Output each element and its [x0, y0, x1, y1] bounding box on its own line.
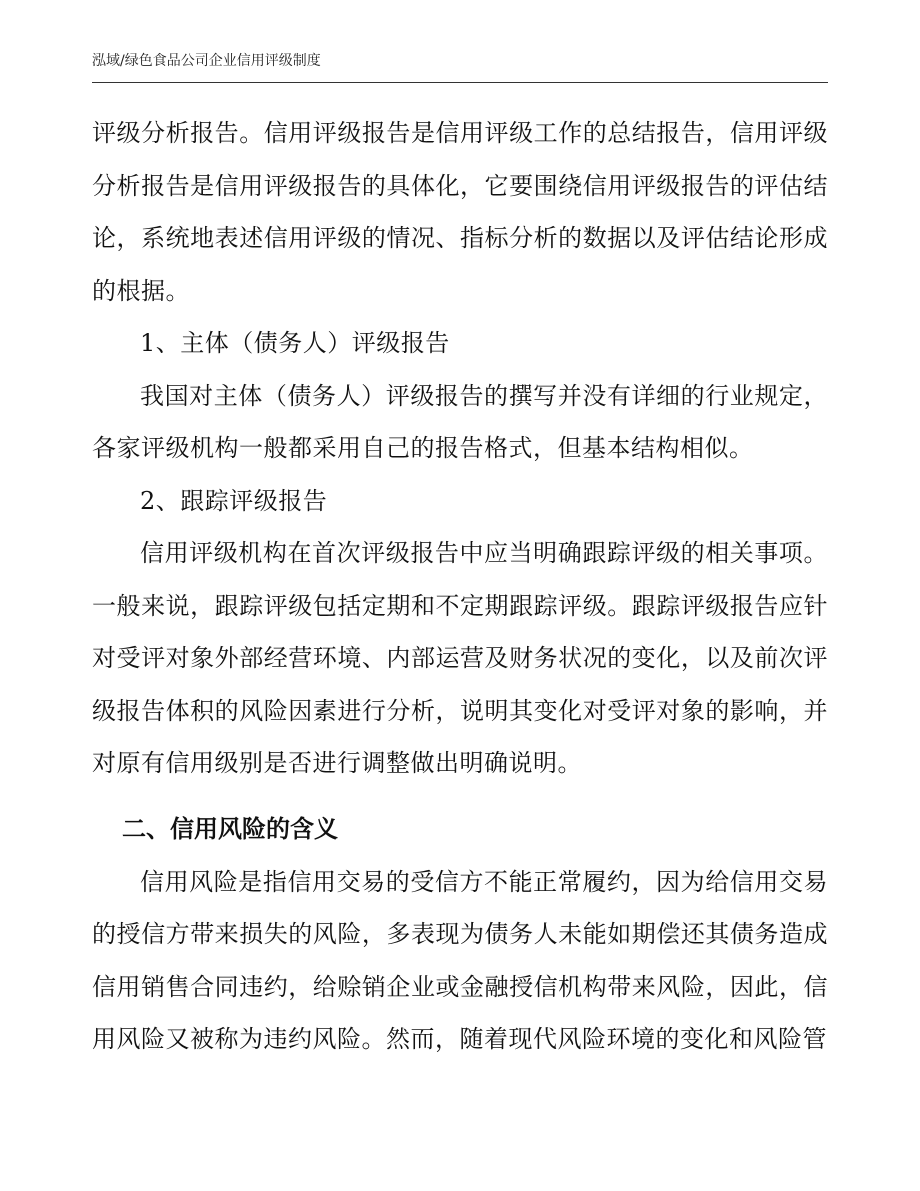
- page-header: 泓域/绿色食品公司企业信用评级制度: [92, 53, 321, 69]
- document-body: [92, 107, 828, 1066]
- paragraph-subject-rating-report: 我国对主体（债务人）评级报告的撰写并没有详细的行业规定，各家评级机构一般都采用自己的报告格式，但基本结构相似。: [92, 381, 828, 462]
- subheading-subject-rating-report: 1、主体（债务人）评级报告: [140, 329, 450, 357]
- paragraph-rating-analysis-report: 评级分析报告。信用评级报告是信用评级工作的总结报告，信用评级分析报告是信用评级报告的具体化，它要围绕信用评级报告的评估结论，系统地表述信用评级的情况、指标分析的数据以及评估结论形成的根据。: [92, 119, 828, 305]
- subheading-tracking-rating-report: 2、跟踪评级报告: [140, 486, 328, 515]
- header-divider: [92, 82, 828, 83]
- paragraph-credit-risk-definition: 信用风险是指信用交易的受信方不能正常履约，因为给信用交易的授信方带来损失的风险，多表现为债务人未能如期偿还其债务造成信用销售合同违约，给赊销企业或金融授信机构带来风险，因此，信用风险又被称为违约风险。然而，随着现代风险环境的变化和风险管: [92, 867, 828, 1053]
- section-title-credit-risk: 二、信用风险的含义: [122, 814, 338, 843]
- paragraph-tracking-rating-report: 信用评级机构在首次评级报告中应当明确跟踪评级的相关事项。一般来说，跟踪评级包括定期和不定期跟踪评级。跟踪评级报告应针对受评对象外部经营环境、内部运营及财务状况的变化，以及前次评级报告体积的风险因素进行分析，说明其变化对受评对象的影响，并对原有信用级别是否进行调整做出明确说明。: [92, 539, 828, 777]
